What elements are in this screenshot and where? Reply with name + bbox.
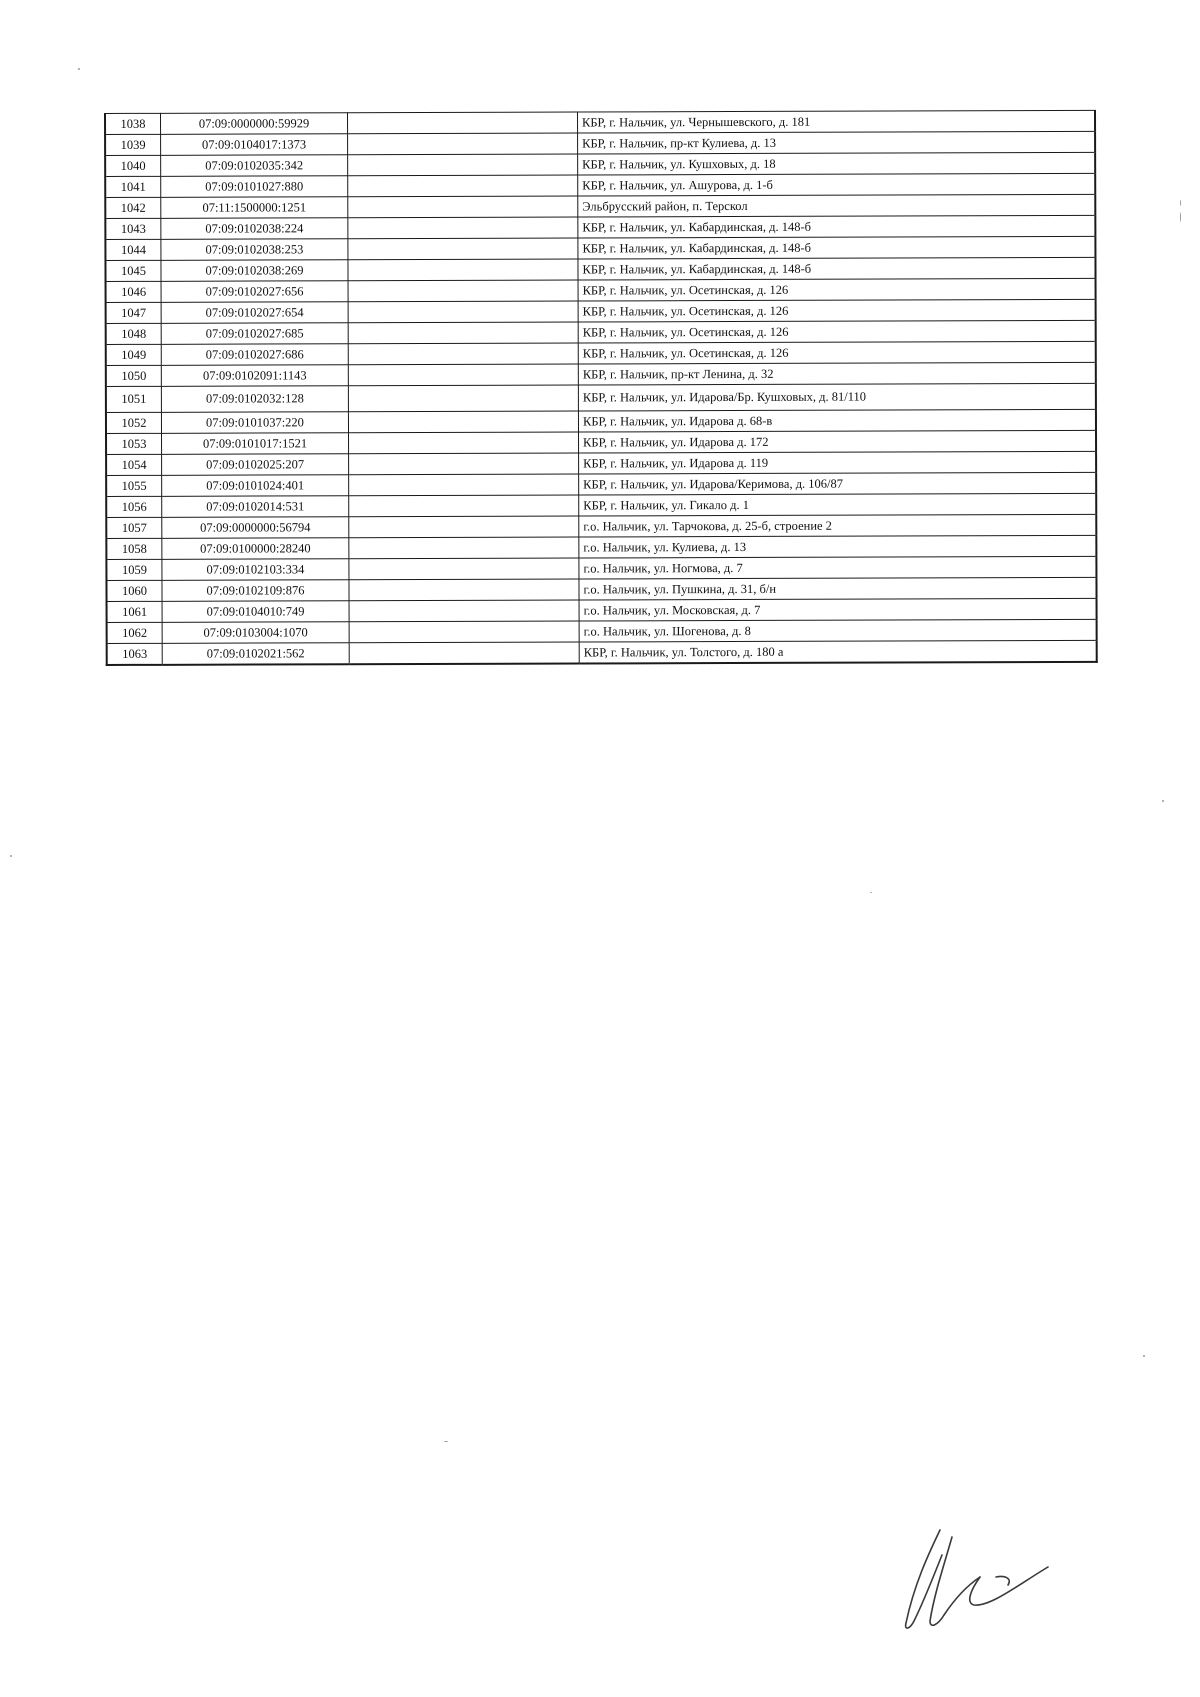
empty-cell [348, 385, 578, 412]
scan-speck [10, 855, 12, 857]
cadastral-number-cell: 07:09:0000000:56794 [162, 517, 349, 539]
empty-cell [349, 453, 579, 475]
empty-cell [348, 364, 578, 386]
address-cell: КБР, г. Нальчик, ул. Идарова д. 172 [579, 430, 1097, 453]
row-number-cell: 1052 [106, 412, 162, 433]
table-body [105, 110, 1097, 665]
address-cell: КБР, г. Нальчик, ул. Осетинская, д. 126 [578, 341, 1096, 364]
cadastral-number-cell: 07:09:0102038:253 [161, 239, 348, 261]
address-cell: КБР, г. Нальчик, ул. Осетинская, д. 126 [578, 278, 1096, 301]
cadastral-number-cell: 07:09:0102103:334 [162, 559, 349, 581]
cadastral-number-cell: 07:09:0102035:342 [161, 155, 348, 177]
address-cell: КБР, г. Нальчик, пр-кт Ленина, д. 32 [578, 362, 1096, 385]
scan-speck [1180, 212, 1181, 222]
address-cell: Эльбрусский район, п. Терскол [578, 194, 1096, 217]
cadastral-number-cell: 07:09:0102021:562 [162, 643, 349, 665]
empty-cell [348, 280, 578, 302]
cadastral-number-cell: 07:09:0102091:1143 [161, 365, 348, 387]
row-number-cell: 1051 [106, 386, 162, 412]
row-number-cell: 1046 [106, 281, 162, 302]
cadastral-number-cell: 07:09:0102032:128 [161, 386, 348, 413]
cadastral-number-cell: 07:09:0101037:220 [161, 412, 348, 434]
table-row [106, 383, 1096, 412]
scan-speck [78, 68, 80, 70]
row-number-cell: 1044 [105, 239, 161, 260]
row-number-cell: 1049 [106, 344, 162, 365]
address-cell: г.о. Нальчик, ул. Тарчокова, д. 25-б, строение 2 [579, 514, 1097, 537]
address-cell: КБР, г. Нальчик, ул. Кабардинская, д. 148-б [578, 236, 1096, 259]
row-number-cell: 1042 [105, 197, 161, 218]
empty-cell [349, 600, 579, 622]
cadastral-number-cell: 07:11:1500000:1251 [161, 197, 348, 219]
row-number-cell: 1040 [105, 155, 161, 176]
address-cell: г.о. Нальчик, ул. Ногмова, д. 7 [579, 556, 1097, 579]
scan-speck [1180, 200, 1181, 206]
scan-speck [870, 892, 872, 893]
row-number-cell: 1058 [106, 538, 162, 559]
empty-cell [349, 621, 579, 643]
empty-cell [348, 322, 578, 344]
address-cell: КБР, г. Нальчик, ул. Чернышевского, д. 181 [577, 110, 1095, 133]
row-number-cell: 1045 [105, 260, 161, 281]
empty-cell [348, 238, 578, 260]
empty-cell [349, 558, 579, 580]
empty-cell [349, 432, 579, 454]
cadastral-number-cell: 07:09:0102109:876 [162, 580, 349, 602]
row-number-cell: 1038 [105, 113, 161, 134]
empty-cell [349, 537, 579, 559]
table-row [107, 640, 1097, 665]
cadastral-number-cell: 07:09:0000000:59929 [161, 113, 348, 135]
cadastral-number-cell: 07:09:0101024:401 [162, 475, 349, 497]
cadastral-number-cell: 07:09:0100000:28240 [162, 538, 349, 560]
cadastral-number-cell: 07:09:0102027:654 [161, 302, 348, 324]
row-number-cell: 1053 [106, 433, 162, 454]
row-number-cell: 1057 [106, 517, 162, 538]
address-cell: КБР, г. Нальчик, ул. Кабардинская, д. 148-б [578, 257, 1096, 280]
empty-cell [348, 133, 578, 155]
handwritten-signature [900, 1525, 1050, 1635]
empty-cell [348, 217, 578, 239]
empty-cell [348, 196, 578, 218]
row-number-cell: 1047 [106, 302, 162, 323]
empty-cell [348, 301, 578, 323]
empty-cell [348, 175, 578, 197]
row-number-cell: 1060 [106, 580, 162, 601]
row-number-cell: 1041 [105, 176, 161, 197]
address-cell: г.о. Нальчик, ул. Пушкина, д. 31, б/н [579, 577, 1097, 600]
row-number-cell: 1063 [107, 643, 163, 665]
row-number-cell: 1048 [106, 323, 162, 344]
address-cell: г.о. Нальчик, ул. Кулиева, д. 13 [579, 535, 1097, 558]
address-cell: КБР, г. Нальчик, ул. Ашурова, д. 1-б [578, 173, 1096, 196]
property-registry-table [104, 110, 1098, 666]
cadastral-number-cell: 07:09:0104010:749 [162, 601, 349, 623]
address-cell: КБР, г. Нальчик, ул. Идарова д. 68-в [578, 409, 1096, 432]
address-cell: г.о. Нальчик, ул. Шогенова, д. 8 [579, 619, 1097, 642]
address-cell: КБР, г. Нальчик, ул. Осетинская, д. 126 [578, 320, 1096, 343]
cadastral-number-cell: 07:09:0102027:656 [161, 281, 348, 303]
address-cell: КБР, г. Нальчик, ул. Кабардинская, д. 148-б [578, 215, 1096, 238]
row-number-cell: 1050 [106, 365, 162, 386]
address-cell: КБР, г. Нальчик, ул. Осетинская, д. 126 [578, 299, 1096, 322]
address-cell: КБР, г. Нальчик, ул. Кушховых, д. 18 [578, 152, 1096, 175]
empty-cell [348, 112, 578, 134]
cadastral-number-cell: 07:09:0101017:1521 [162, 433, 349, 455]
empty-cell [349, 474, 579, 496]
row-number-cell: 1056 [106, 496, 162, 517]
empty-cell [349, 579, 579, 601]
cadastral-number-cell: 07:09:0104017:1373 [161, 134, 348, 156]
scan-speck [1143, 1355, 1145, 1357]
scan-speck [1162, 800, 1164, 802]
address-cell: КБР, г. Нальчик, ул. Идарова/Бр. Кушховых, д. 81/110 [578, 383, 1096, 411]
empty-cell [349, 642, 579, 664]
row-number-cell: 1039 [105, 134, 161, 155]
row-number-cell: 1043 [105, 218, 161, 239]
cadastral-number-cell: 07:09:0102025:207 [162, 454, 349, 476]
empty-cell [348, 411, 578, 433]
scan-speck [444, 1441, 448, 1442]
address-cell: г.о. Нальчик, ул. Московская, д. 7 [579, 598, 1097, 621]
address-cell: КБР, г. Нальчик, ул. Гикало д. 1 [579, 493, 1097, 516]
empty-cell [349, 495, 579, 517]
cadastral-number-cell: 07:09:0102027:685 [161, 323, 348, 345]
row-number-cell: 1059 [106, 559, 162, 580]
address-cell: КБР, г. Нальчик, ул. Толстого, д. 180 а [579, 640, 1097, 663]
address-cell: КБР, г. Нальчик, ул. Идарова д. 119 [579, 451, 1097, 474]
row-number-cell: 1055 [106, 475, 162, 496]
row-number-cell: 1061 [107, 601, 163, 622]
cadastral-number-cell: 07:09:0102027:686 [161, 344, 348, 366]
address-cell: КБР, г. Нальчик, ул. Идарова/Керимова, д. 106/87 [579, 472, 1097, 495]
address-cell: КБР, г. Нальчик, пр-кт Кулиева, д. 13 [578, 131, 1096, 154]
cadastral-number-cell: 07:09:0101027:880 [161, 176, 348, 198]
row-number-cell: 1062 [107, 622, 163, 643]
cadastral-number-cell: 07:09:0102038:269 [161, 260, 348, 282]
empty-cell [348, 343, 578, 365]
cadastral-number-cell: 07:09:0102014:531 [162, 496, 349, 518]
row-number-cell: 1054 [106, 454, 162, 475]
empty-cell [348, 259, 578, 281]
cadastral-number-cell: 07:09:0102038:224 [161, 218, 348, 240]
cadastral-number-cell: 07:09:0103004:1070 [162, 622, 349, 644]
empty-cell [349, 516, 579, 538]
empty-cell [348, 154, 578, 176]
